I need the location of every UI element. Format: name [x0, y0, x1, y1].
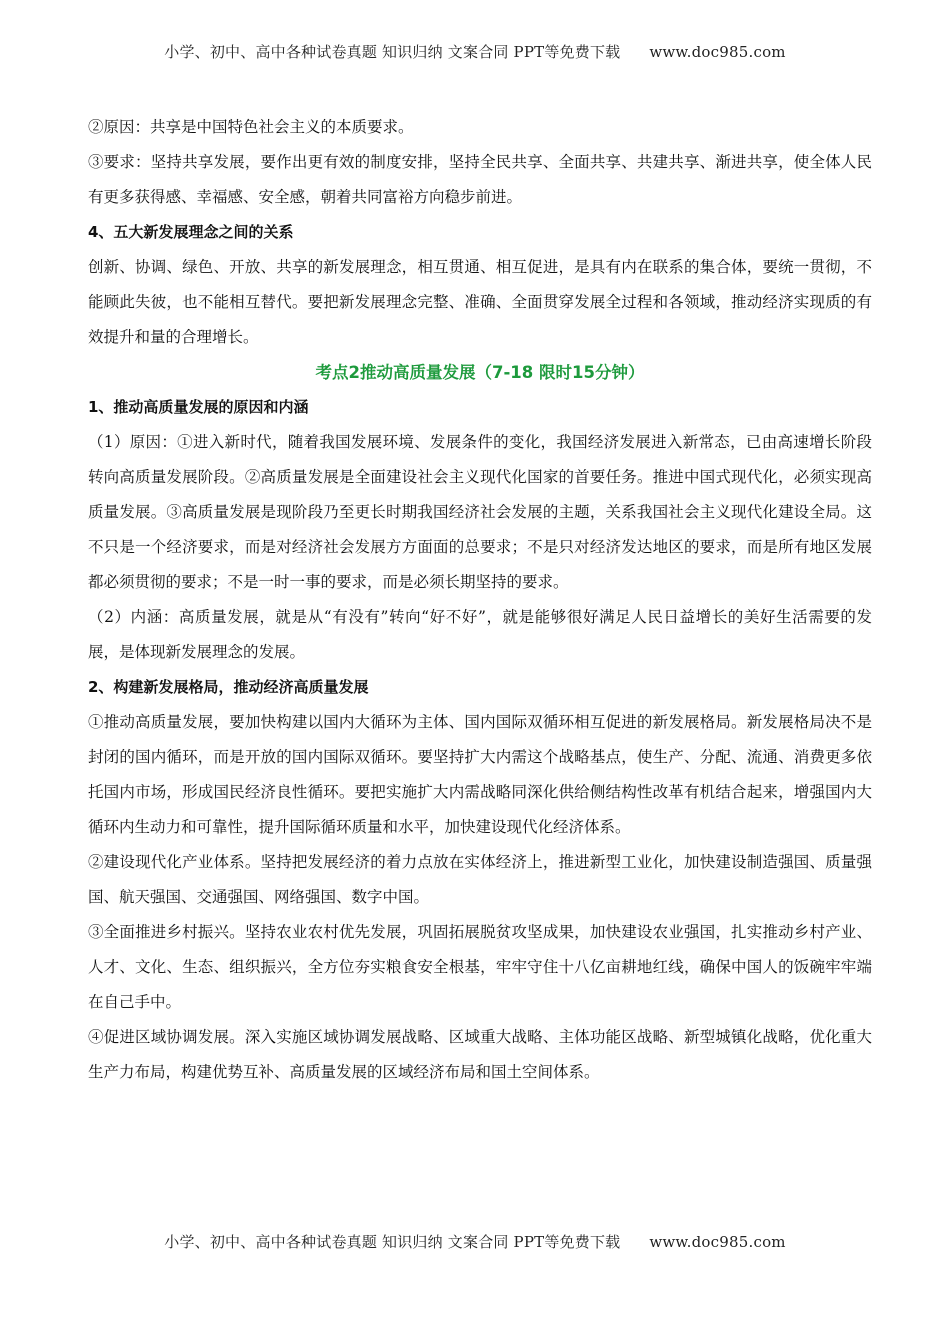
page-footer — [0, 1231, 950, 1252]
paragraph-reason: ②原因：共享是中国特色社会主义的本质要求。 — [88, 118, 414, 136]
page-header — [0, 41, 950, 62]
heading-reasons-connotation: 1、推动高质量发展的原因和内涵 — [88, 398, 309, 416]
footer-text: 小学、初中、高中各种试卷真题 知识归纳 文案合同 PPT等免费下载 — [164, 1233, 621, 1251]
header-text: 小学、初中、高中各种试卷真题 知识归纳 文案合同 PPT等免费下载 — [164, 43, 621, 61]
paragraph-connotation: （2）内涵：高质量发展，就是从“有没有”转向“好不好”，就是能够很好满足人民日益增长的美好生活需要的发展，是体现新发展理念的发展。 — [88, 608, 872, 661]
paragraph-industry: ②建设现代化产业体系。坚持把发展经济的着力点放在实体经济上，推进新型工业化，加快建设制造强国、质量强国、航天强国、交通强国、网络强国、数字中国。 — [88, 853, 872, 906]
paragraph-relations: 创新、协调、绿色、开放、共享的新发展理念，相互贯通、相互促进，是具有内在联系的集合体，要统一贯彻，不能顾此失彼，也不能相互替代。要把新发展理念完整、准确、全面贯穿发展全过程和各领域，推动经济实现质的有效提升和量的合理增长。 — [88, 258, 872, 346]
paragraph-requirement: ③要求：坚持共享发展，要作出更有效的制度安排，坚持全民共享、全面共享、共建共享、渐进共享，使全体人民有更多获得感、幸福感、安全感，朝着共同富裕方向稳步前进。 — [88, 153, 872, 206]
paragraph-rural: ③全面推进乡村振兴。坚持农业农村优先发展，巩固拓展脱贫攻坚成果，加快建设农业强国，扎实推动乡村产业、人才、文化、生态、组织振兴，全方位夯实粮食安全根基，牢牢守住十八亿亩耕地红线，确保中国人的饭碗牢牢端在自己手中。 — [88, 923, 872, 1011]
document-body — [88, 110, 872, 1090]
section-title: 考点2推动高质量发展（7-18 限时15分钟） — [315, 363, 645, 382]
header-url[interactable]: www.doc985.com — [649, 43, 786, 61]
heading-new-pattern: 2、构建新发展格局，推动经济高质量发展 — [88, 678, 369, 696]
paragraph-new-pattern: ①推动高质量发展，要加快构建以国内大循环为主体、国内国际双循环相互促进的新发展格局。新发展格局决不是封闭的国内循环，而是开放的国内国际双循环。要坚持扩大内需这个战略基点，使生产、分配、流通、消费更多依托国内市场，形成国民经济良性循环。要把实施扩大内需战略同深化供给侧结构性改革有机结合起来，增强国内大循环内生动力和可靠性，提升国际循环质量和水平，加快建设现代化经济体系。 — [88, 713, 872, 836]
footer-url[interactable]: www.doc985.com — [649, 1233, 786, 1251]
paragraph-regional: ④促进区域协调发展。深入实施区域协调发展战略、区域重大战略、主体功能区战略、新型城镇化战略，优化重大生产力布局，构建优势互补、高质量发展的区域经济布局和国土空间体系。 — [88, 1028, 872, 1081]
heading-relations: 4、五大新发展理念之间的关系 — [88, 223, 294, 241]
paragraph-reasons: （1）原因：①进入新时代，随着我国发展环境、发展条件的变化，我国经济发展进入新常态，已由高速增长阶段转向高质量发展阶段。②高质量发展是全面建设社会主义现代化国家的首要任务。推进中国式现代化，必须实现高质量发展。③高质量发展是现阶段乃至更长时期我国经济社会发展的主题，关系我国社会主义现代化建设全局。这不只是一个经济要求，而是对经济社会发展方方面面的总要求；不是只对经济发达地区的要求，而是所有地区发展都必须贯彻的要求；不是一时一事的要求，而是必须长期坚持的要求。 — [88, 433, 872, 591]
